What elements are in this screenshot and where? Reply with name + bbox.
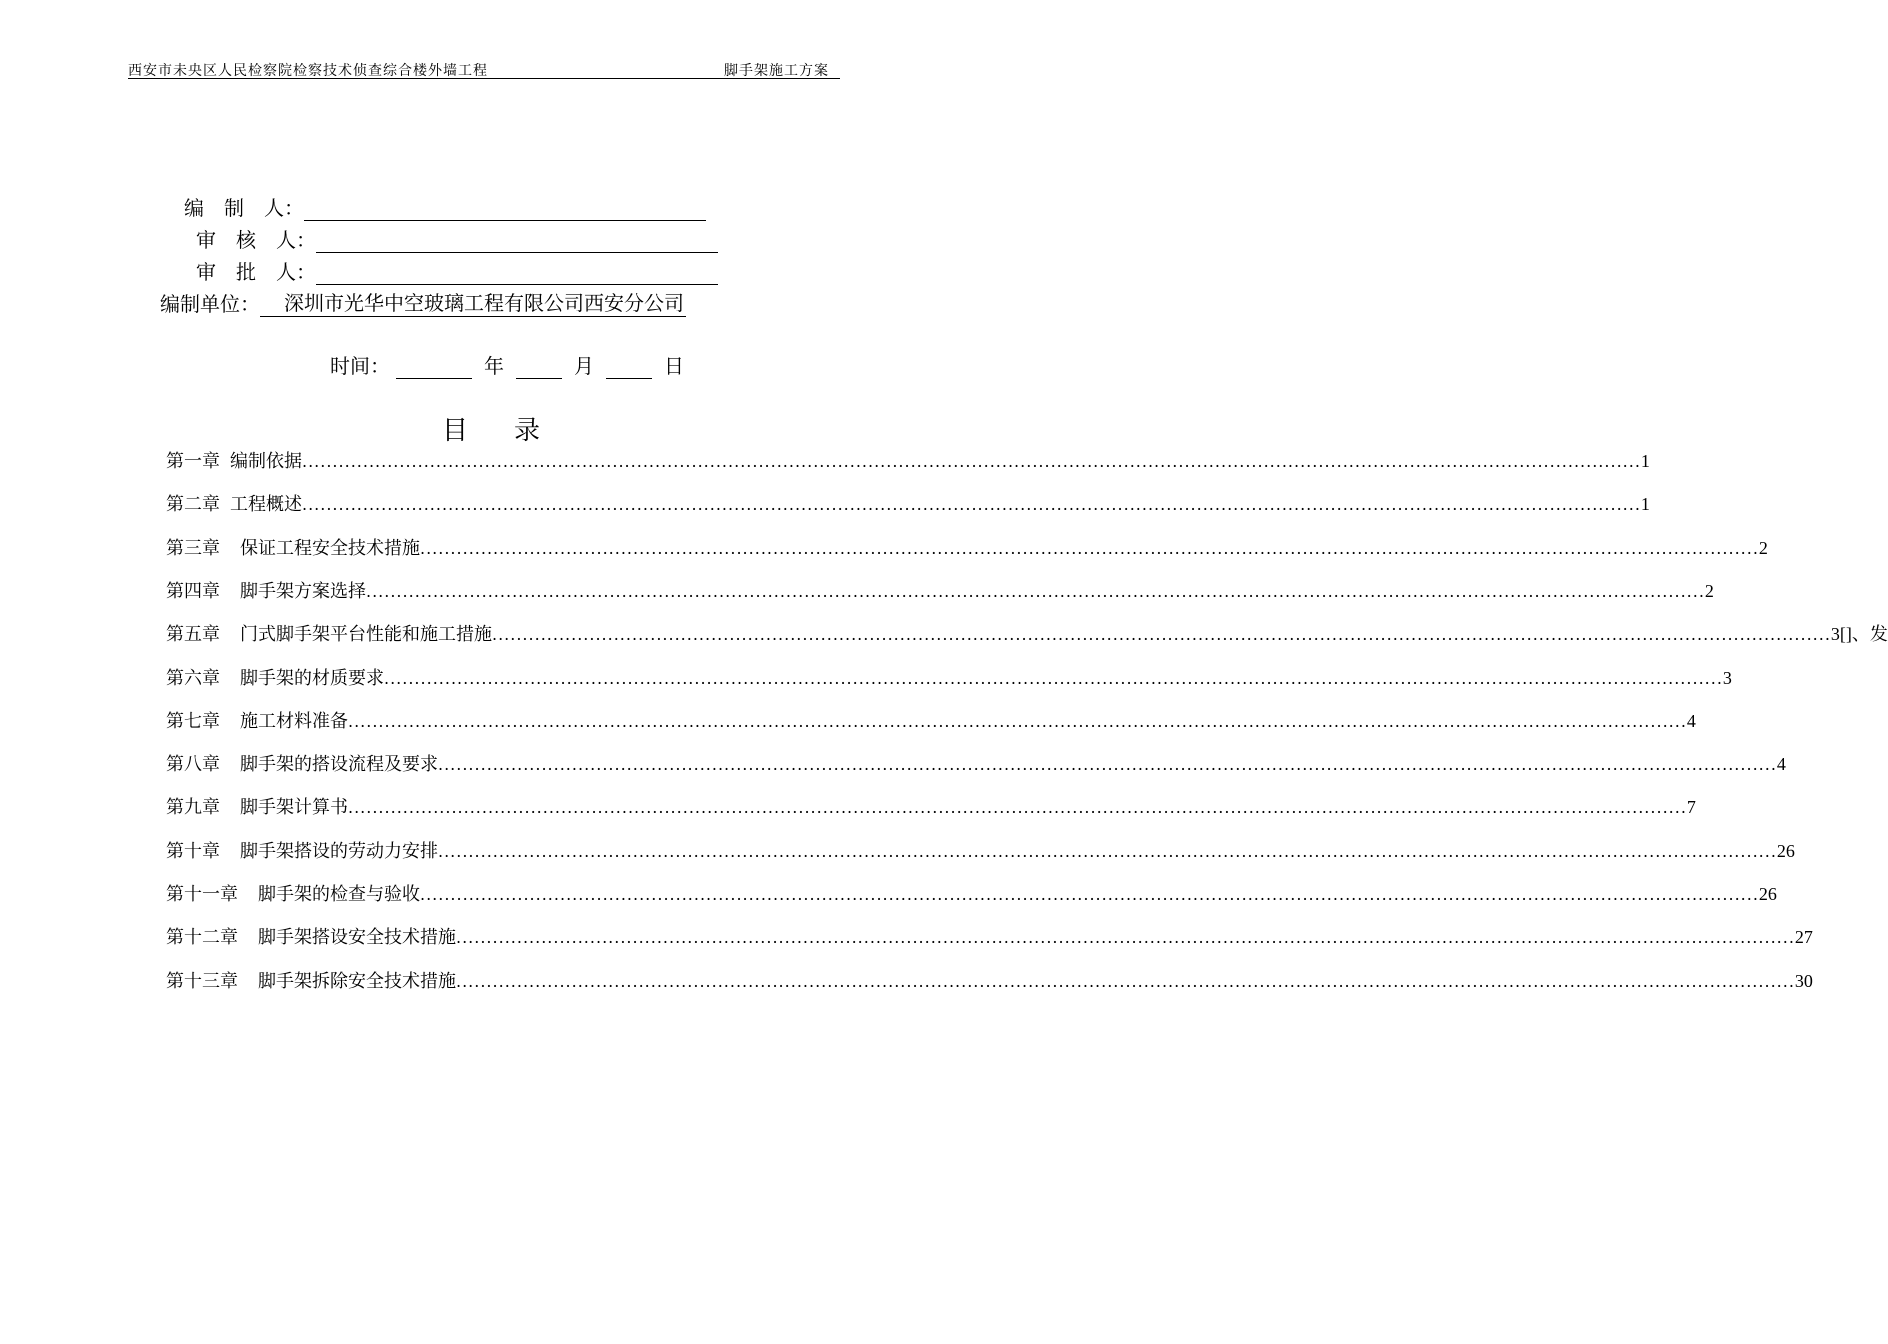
toc-page-number: 3[]、发 xyxy=(1830,624,1888,644)
date-line xyxy=(330,350,684,379)
toc-entry[interactable] xyxy=(166,793,1696,818)
toc-chapter-number: 第八章 xyxy=(166,754,220,775)
editor-label: 编 制 人： xyxy=(184,196,304,220)
month-label: 月 xyxy=(574,354,594,378)
toc-entry[interactable] xyxy=(166,490,1650,515)
unit-value: 深圳市光华中空玻璃工程有限公司西安分公司 xyxy=(260,287,686,317)
toc-chapter-number: 第五章 xyxy=(166,624,220,645)
reviewer-signature-line xyxy=(316,230,718,253)
toc-chapter-title: 脚手架搭设安全技术措施 xyxy=(258,927,456,948)
editor-signature-line xyxy=(304,198,706,221)
toc-chapter-title: 施工材料准备 xyxy=(240,711,348,732)
toc-leader-dots: ............................................................................................................................................................................................................................ xyxy=(302,495,1641,514)
toc-chapter-number: 第四章 xyxy=(166,581,220,602)
toc-chapter-number: 第七章 xyxy=(166,711,220,732)
toc-leader-dots: ............................................................................................................................................................................................................................ xyxy=(438,755,1777,774)
toc-chapter-title: 脚手架搭设的劳动力安排 xyxy=(240,841,438,862)
toc-leader-dots: ............................................................................................................................................................................................................................ xyxy=(384,669,1723,688)
reviewer-label: 审 核 人： xyxy=(196,228,316,252)
toc-leader-dots: ............................................................................................................................................................................................................................ xyxy=(492,625,1831,644)
toc-entry[interactable] xyxy=(166,447,1650,472)
toc-chapter-number: 第六章 xyxy=(166,668,220,689)
toc-page-number: 2 xyxy=(1704,581,1714,601)
toc-leader-dots: ............................................................................................................................................................................................................................ xyxy=(420,539,1759,558)
toc-chapter-title: 脚手架计算书 xyxy=(240,797,348,818)
toc-page-number: 4 xyxy=(1776,754,1786,774)
toc-chapter-number: 第一章 xyxy=(166,451,220,472)
approver-field xyxy=(196,256,718,285)
header-document-title: 脚手架施工方案 xyxy=(724,63,829,79)
toc-chapter-number: 第十一章 xyxy=(166,884,238,905)
toc-page-number: 1 xyxy=(1640,494,1650,514)
month-blank xyxy=(516,358,562,379)
toc-page-number: 30 xyxy=(1794,971,1813,991)
year-blank xyxy=(396,358,472,379)
unit-label: 编制单位： xyxy=(160,292,260,316)
toc-entry[interactable] xyxy=(166,967,1813,992)
header-project-title: 西安市未央区人民检察院检察技术侦查综合楼外墙工程 xyxy=(128,63,488,79)
toc-page-number: 7 xyxy=(1686,797,1696,817)
toc-page-number: 26 xyxy=(1758,884,1777,904)
toc-entry[interactable] xyxy=(166,923,1813,948)
toc-page-number: 3 xyxy=(1722,668,1732,688)
date-label: 时间： xyxy=(330,354,390,378)
editor-field xyxy=(184,192,706,221)
toc-chapter-title: 脚手架拆除安全技术措施 xyxy=(258,971,456,992)
toc-title: 目录 xyxy=(441,416,586,446)
toc-chapter-number: 第十二章 xyxy=(166,927,238,948)
toc-chapter-number: 第二章 xyxy=(166,494,220,515)
toc-chapter-number: 第九章 xyxy=(166,797,220,818)
toc-chapter-title: 脚手架的检查与验收 xyxy=(258,884,420,905)
toc-chapter-number: 第三章 xyxy=(166,538,220,559)
toc-entry[interactable] xyxy=(166,620,1888,645)
toc-chapter-title: 门式脚手架平台性能和施工措施 xyxy=(240,624,492,645)
toc-chapter-number: 第十三章 xyxy=(166,971,238,992)
toc-leader-dots: ............................................................................................................................................................................................................................ xyxy=(456,928,1795,947)
toc-chapter-number: 第十章 xyxy=(166,841,220,862)
toc-page-number: 4 xyxy=(1686,711,1696,731)
toc-chapter-title: 工程概述 xyxy=(230,494,302,515)
toc-page-number: 26 xyxy=(1776,841,1795,861)
approver-label: 审 批 人： xyxy=(196,260,316,284)
toc-entry[interactable] xyxy=(166,750,1786,775)
toc-leader-dots: ............................................................................................................................................................................................................................ xyxy=(348,712,1687,731)
toc-chapter-title: 脚手架方案选择 xyxy=(240,581,366,602)
day-label: 日 xyxy=(664,354,684,378)
toc-entry[interactable] xyxy=(166,880,1777,905)
toc-leader-dots: ............................................................................................................................................................................................................................ xyxy=(420,885,1759,904)
toc-chapter-title: 保证工程安全技术措施 xyxy=(240,538,420,559)
toc-entry[interactable] xyxy=(166,707,1696,732)
toc-entry[interactable] xyxy=(166,664,1732,689)
toc-chapter-title: 脚手架的搭设流程及要求 xyxy=(240,754,438,775)
toc-leader-dots: ............................................................................................................................................................................................................................ xyxy=(302,452,1641,471)
toc-leader-dots: ............................................................................................................................................................................................................................ xyxy=(438,842,1777,861)
toc-chapter-title: 脚手架的材质要求 xyxy=(240,668,384,689)
header-divider xyxy=(128,78,840,79)
toc-page-number: 1 xyxy=(1640,451,1650,471)
unit-field xyxy=(160,287,686,317)
year-label: 年 xyxy=(484,354,504,378)
day-blank xyxy=(606,358,652,379)
toc-page-number: 2 xyxy=(1758,538,1768,558)
approver-signature-line xyxy=(316,262,718,285)
toc-page-number: 27 xyxy=(1794,927,1813,947)
toc-leader-dots: ............................................................................................................................................................................................................................ xyxy=(366,582,1705,601)
toc-entry[interactable] xyxy=(166,577,1714,602)
reviewer-field xyxy=(196,224,718,253)
toc-leader-dots: ............................................................................................................................................................................................................................ xyxy=(348,798,1687,817)
toc-chapter-title: 编制依据 xyxy=(230,451,302,472)
toc-leader-dots: ............................................................................................................................................................................................................................ xyxy=(456,972,1795,991)
toc-entry[interactable] xyxy=(166,837,1795,862)
toc-entry[interactable] xyxy=(166,534,1768,559)
